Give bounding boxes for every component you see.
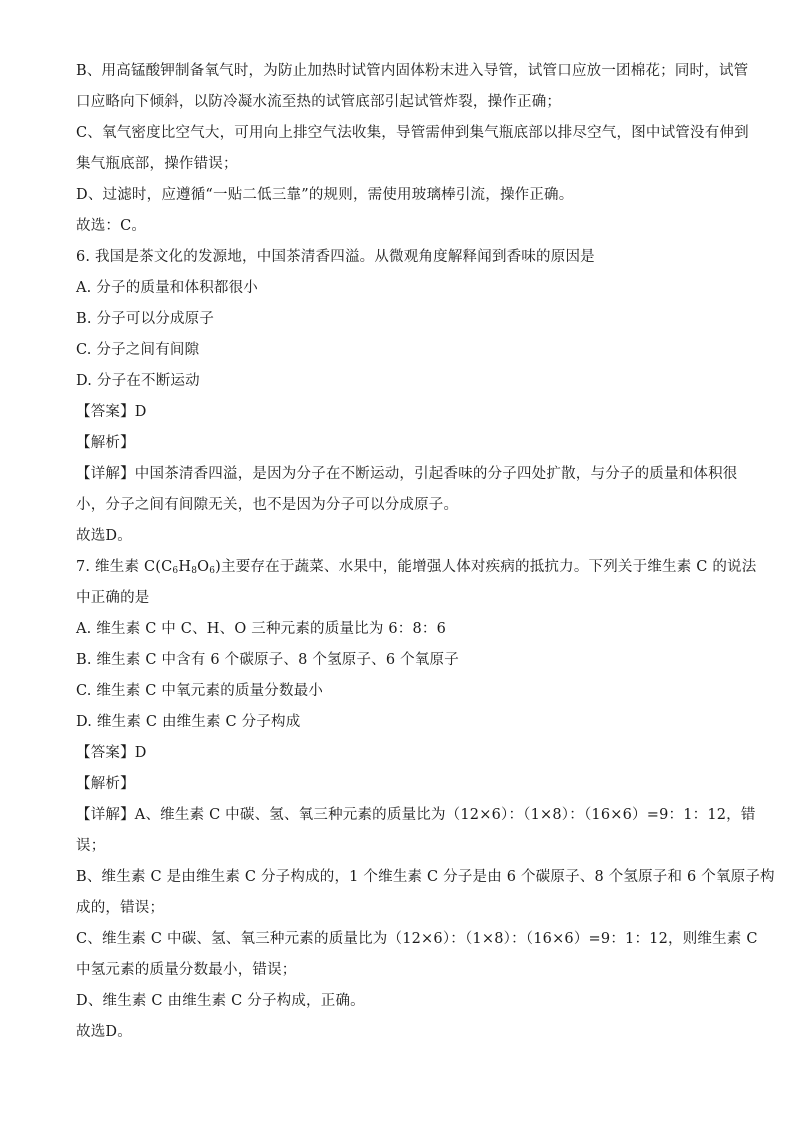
q7-o: O [197, 559, 210, 575]
q7-sub-hydrogen: 8 [191, 566, 198, 576]
question-7-stem [76, 552, 757, 583]
detail-explanation: 【详解】A、维生素 C 中碳、氢、氧三种元素的质量比为（12×6）：（1×8）：（16×6）=9：1：12，错 [76, 807, 756, 823]
detail-explanation-cont: 成的，错误； [76, 900, 165, 916]
answer-conclusion: 故选D。 [76, 528, 132, 544]
q7-prefix: 7. 维生素 C(C [76, 559, 173, 575]
question-7-option-a: A. 维生素 C 中 C、H、O 三种元素的质量比为 6：8：6 [76, 621, 447, 637]
detail-explanation: D、维生素 C 由维生素 C 分子构成，正确。 [76, 993, 365, 1009]
detail-explanation-cont: 中氢元素的质量分数最小，错误； [76, 962, 297, 978]
detail-explanation: C、维生素 C 中碳、氢、氧三种元素的质量比为（12×6）：（1×8）：（16×6）=9：1：12，则维生素 C [76, 931, 758, 947]
detail-explanation: 【详解】中国茶清香四溢，是因为分子在不断运动，引起香味的分子四处扩散，与分子的质量和体积很 [76, 466, 738, 482]
q7-h: H [178, 559, 192, 575]
text-line: C、氧气密度比空气大，可用向上排空气法收集，导管需伸到集气瓶底部以排尽空气，图中试管没有伸到 [76, 125, 749, 141]
answer-label: 【答案】D [76, 745, 147, 761]
question-6-option-c: C. 分子之间有间隙 [76, 342, 200, 358]
question-7-stem-cont: 中正确的是 [76, 590, 150, 606]
answer-conclusion: 故选D。 [76, 1024, 132, 1040]
text-line: 口应略向下倾斜，以防冷凝水流至热的试管底部引起试管炸裂，操作正确； [76, 94, 562, 110]
q7-suffix: )主要存在于蔬菜、水果中，能增强人体对疾病的抵抗力。下列关于维生素 C 的说法 [215, 559, 757, 575]
question-6-stem: 6. 我国是茶文化的发源地，中国茶清香四溢。从微观角度解释闻到香味的原因是 [76, 249, 595, 265]
question-6-option-a: A. 分子的质量和体积都很小 [76, 280, 258, 296]
document-page [76, 56, 775, 1048]
answer-conclusion: 故选：C。 [76, 218, 147, 234]
question-7-option-c: C. 维生素 C 中氧元素的质量分数最小 [76, 683, 324, 699]
text-line: D、过滤时，应遵循“一贴二低三靠”的规则，需使用玻璃棒引流，操作正确。 [76, 187, 574, 203]
question-6-option-d: D. 分子在不断运动 [76, 373, 200, 389]
detail-explanation: B、维生素 C 是由维生素 C 分子构成的，1 个维生素 C 分子是由 6 个碳原子、8 个氢原子和 6 个氧原子构 [76, 869, 775, 885]
q7-sub-carbon: 6 [172, 566, 179, 576]
question-6-option-b: B. 分子可以分成原子 [76, 311, 215, 327]
q7-sub-oxygen: 6 [209, 566, 216, 576]
analysis-label: 【解析】 [76, 776, 135, 792]
detail-explanation-cont: 误； [76, 838, 106, 854]
analysis-label: 【解析】 [76, 435, 135, 451]
text-line: B、用高锰酸钾制备氧气时，为防止加热时试管内固体粉末进入导管，试管口应放一团棉花；同时，试管 [76, 63, 749, 79]
answer-label: 【答案】D [76, 404, 147, 420]
detail-explanation-cont: 小，分子之间有间隙无关，也不是因为分子可以分成原子。 [76, 497, 459, 513]
text-line: 集气瓶底部，操作错误； [76, 156, 238, 172]
question-7-option-d: D. 维生素 C 由维生素 C 分子构成 [76, 714, 301, 730]
question-7-option-b: B. 维生素 C 中含有 6 个碳原子、8 个氢原子、6 个氧原子 [76, 652, 459, 668]
